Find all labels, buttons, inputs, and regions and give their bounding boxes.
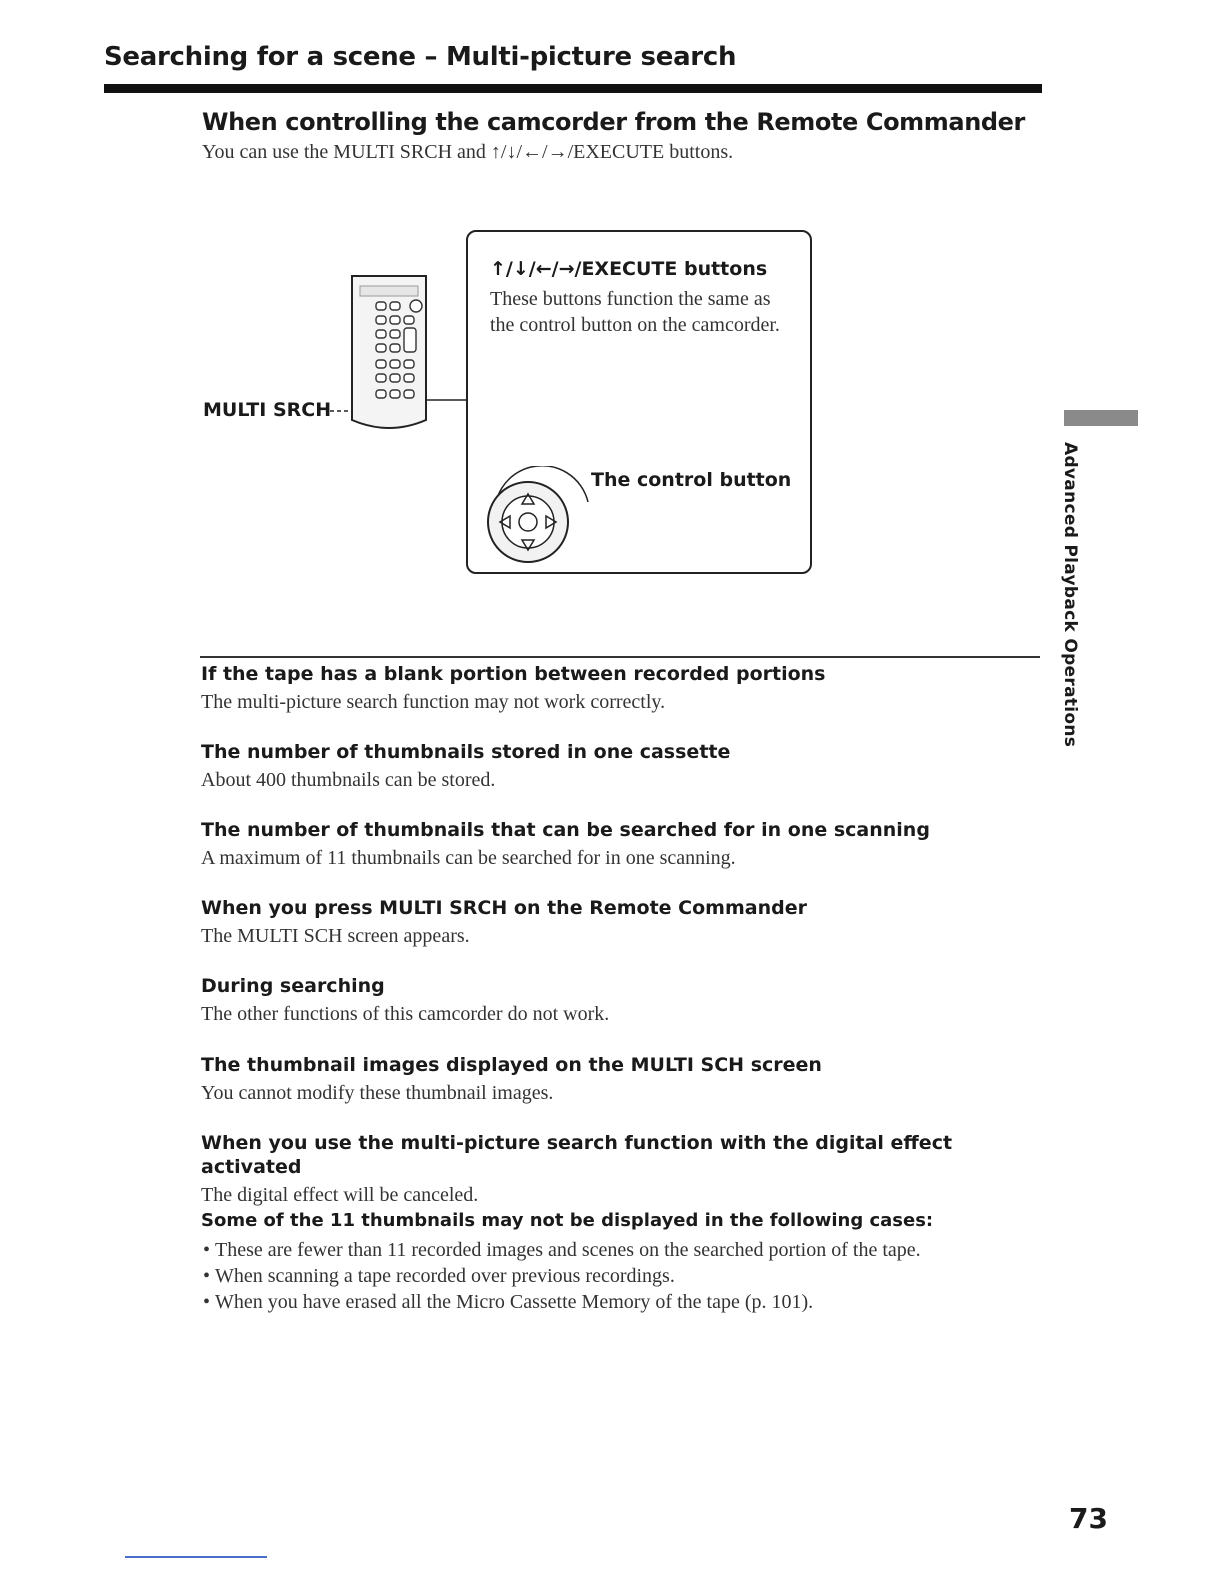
callout-title: ↑/↓/←/→/EXECUTE buttons [490,258,768,280]
note-heading: The thumbnail images displayed on the MULTI SCH screen [201,1054,822,1076]
list-item: • When you have erased all the Micro Cassette Memory of the tape (p. 101). [201,1289,1031,1315]
note-digital-effect [201,1131,1031,1207]
control-button-icon [488,466,588,562]
remote-commander-icon [330,276,468,428]
note-body: The digital effect will be canceled. [201,1184,479,1206]
note-body: About 400 thumbnails can be stored. [201,769,496,791]
remote-commander-illustration [330,270,480,440]
note-heading: The number of thumbnails stored in one cassette [201,741,731,763]
note-not-displayed-cases [201,1209,1031,1315]
note-heading: During searching [201,975,385,997]
note-blank-portion [201,662,1031,714]
note-during-searching [201,974,1031,1026]
side-section-label: Advanced Playback Operations [1060,442,1080,748]
page-number: 73 [1069,1502,1108,1535]
section-heading: When controlling the camcorder from the Remote Commander [202,108,1025,136]
note-heading: If the tape has a blank portion between recorded portions [201,663,826,685]
note-heading: When you use the multi-picture search function with the digital effect activated [201,1132,953,1178]
section-intro: You can use the MULTI SRCH and ↑/↓/←/→/EXECUTE buttons. [202,141,734,163]
callout-description: These buttons function the same as the control button on the camcorder. [490,288,780,336]
note-heading: The number of thumbnails that can be searched for in one scanning [201,819,930,841]
note-body: The other functions of this camcorder do not work. [201,1003,610,1025]
note-heading: When you press MULTI SRCH on the Remote Commander [201,897,807,919]
section-divider [200,656,1040,658]
page-title: Searching for a scene – Multi-picture search [104,42,737,72]
note-thumbnail-images [201,1053,1031,1105]
control-button-illustration [478,466,598,570]
note-body: The MULTI SCH screen appears. [201,925,470,947]
list-item: • These are fewer than 11 recorded images and scenes on the searched portion of the tape. [201,1237,1031,1263]
note-body: A maximum of 11 thumbnails can be searched for in one scanning. [201,847,736,869]
note-thumbnails-searched [201,818,1031,870]
note-body: You cannot modify these thumbnail images. [201,1082,554,1104]
list-item: • When scanning a tape recorded over previous recordings. [201,1263,1031,1289]
control-button-label: The control button [591,469,792,491]
note-heading: Some of the 11 thumbnails may not be displayed in the following cases: [201,1210,934,1231]
multi-srch-label: MULTI SRCH [203,399,332,421]
cases-list [201,1237,1031,1315]
side-tab-marker [1064,410,1138,426]
title-rule [104,84,1042,93]
note-body: The multi-picture search function may not work correctly. [201,691,666,713]
note-thumbnails-stored [201,740,1031,792]
note-press-multi-srch [201,896,1031,948]
footer-line [125,1556,267,1558]
